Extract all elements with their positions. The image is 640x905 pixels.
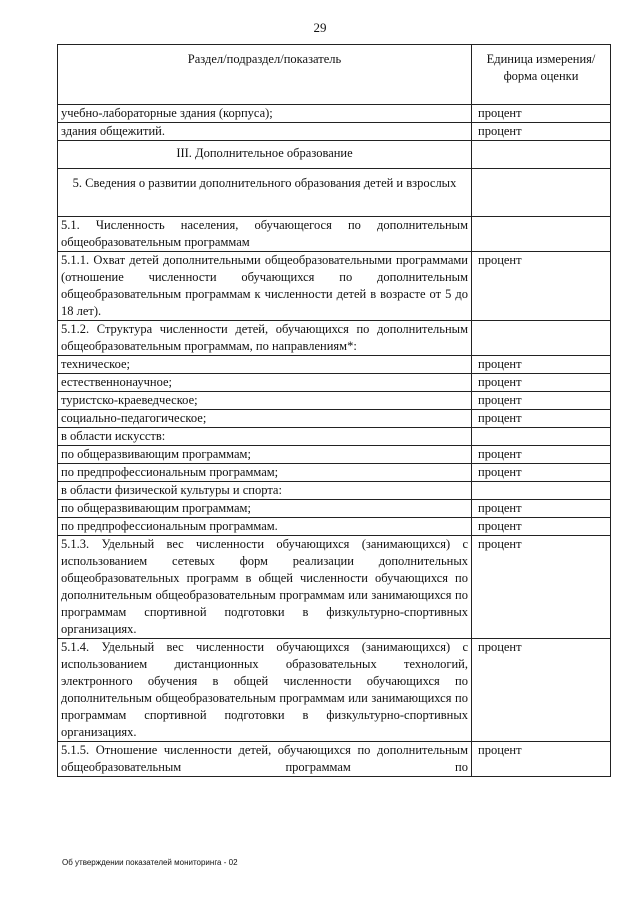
row-name: техническое; bbox=[58, 356, 472, 374]
table-row bbox=[58, 392, 611, 410]
table-row bbox=[58, 482, 611, 500]
row-unit: процент bbox=[472, 446, 611, 464]
table-row bbox=[58, 141, 611, 169]
row-unit: процент bbox=[472, 392, 611, 410]
row-name: 5.1. Численность населения, обучающегося по дополнительным общеобразовательным программам bbox=[58, 217, 472, 252]
row-unit: процент bbox=[472, 639, 611, 742]
table-row bbox=[58, 518, 611, 536]
row-unit bbox=[472, 482, 611, 500]
page-number: 29 bbox=[313, 20, 327, 35]
table-header-row bbox=[58, 45, 611, 105]
row-unit: процент bbox=[472, 464, 611, 482]
row-unit bbox=[472, 169, 611, 217]
row-name: 5.1.3. Удельный вес численности обучающихся (занимающихся) с использованием сетевых форм реализации дополнительных общеобразовательных программ в общей численности обучающихся по дополнительным общеобразовательным программам или занимающихся по программам спортивной подготовки в физкультурно-спортивных организациях. bbox=[58, 536, 472, 639]
row-unit: процент bbox=[472, 500, 611, 518]
row-name: туристско-краеведческое; bbox=[58, 392, 472, 410]
table-row bbox=[58, 123, 611, 141]
table-row bbox=[58, 252, 611, 321]
row-name: 5.1.4. Удельный вес численности обучающихся (занимающихся) с использованием дистанционных образовательных технологий, электронного обучения в общей численности обучающихся по дополнительным общеобразовательным программам или занимающихся по программам спортивной подготовки в физкультурно-спортивных организациях. bbox=[58, 639, 472, 742]
header-section-indicator: Раздел/подраздел/показатель bbox=[58, 45, 472, 105]
table-row bbox=[58, 356, 611, 374]
row-unit: процент bbox=[472, 518, 611, 536]
row-unit bbox=[472, 428, 611, 446]
row-name: в области физической культуры и спорта: bbox=[58, 482, 472, 500]
row-name: социально-педагогическое; bbox=[58, 410, 472, 428]
row-unit bbox=[472, 141, 611, 169]
table-row bbox=[58, 639, 611, 742]
row-name: естественнонаучное; bbox=[58, 374, 472, 392]
row-name: 5.1.1. Охват детей дополнительными общеобразовательными программами (отношение численности обучающихся по дополнительным общеобразовательным программам к численности детей в возрасте от 5 до 18 лет). bbox=[58, 252, 472, 321]
row-unit bbox=[472, 217, 611, 252]
row-unit: процент bbox=[472, 536, 611, 639]
row-unit: процент bbox=[472, 105, 611, 123]
row-name: в области искусств: bbox=[58, 428, 472, 446]
document-footer: Об утверждении показателей мониторинга - 02 bbox=[62, 858, 238, 867]
table-row bbox=[58, 428, 611, 446]
table-row bbox=[58, 217, 611, 252]
indicators-table bbox=[57, 44, 611, 777]
table-row bbox=[58, 105, 611, 123]
row-unit: процент bbox=[472, 410, 611, 428]
row-name: здания общежитий. bbox=[58, 123, 472, 141]
table-row bbox=[58, 536, 611, 639]
row-unit: процент bbox=[472, 123, 611, 141]
table-row bbox=[58, 169, 611, 217]
table-row bbox=[58, 374, 611, 392]
row-unit: процент bbox=[472, 742, 611, 777]
table-row bbox=[58, 410, 611, 428]
row-name: по общеразвивающим программам; bbox=[58, 500, 472, 518]
row-unit: процент bbox=[472, 252, 611, 321]
row-unit: процент bbox=[472, 374, 611, 392]
row-name: по предпрофессиональным программам; bbox=[58, 464, 472, 482]
section-title: III. Дополнительное образование bbox=[58, 141, 472, 169]
table-row bbox=[58, 464, 611, 482]
table-row bbox=[58, 500, 611, 518]
row-unit bbox=[472, 321, 611, 356]
row-name: по предпрофессиональным программам. bbox=[58, 518, 472, 536]
table-row bbox=[58, 321, 611, 356]
table-row bbox=[58, 446, 611, 464]
table-row bbox=[58, 742, 611, 777]
row-name: 5.1.5. Отношение численности детей, обучающихся по дополнительным общеобразовательным программам по bbox=[58, 742, 472, 777]
header-unit: Единица измерения/ форма оценки bbox=[472, 45, 611, 105]
row-name: 5.1.2. Структура численности детей, обучающихся по дополнительным общеобразовательным программам, по направлениям*: bbox=[58, 321, 472, 356]
row-name: учебно-лабораторные здания (корпуса); bbox=[58, 105, 472, 123]
row-name: по общеразвивающим программам; bbox=[58, 446, 472, 464]
subsection-title: 5. Сведения о развитии дополнительного образования детей и взрослых bbox=[58, 169, 472, 217]
row-unit: процент bbox=[472, 356, 611, 374]
